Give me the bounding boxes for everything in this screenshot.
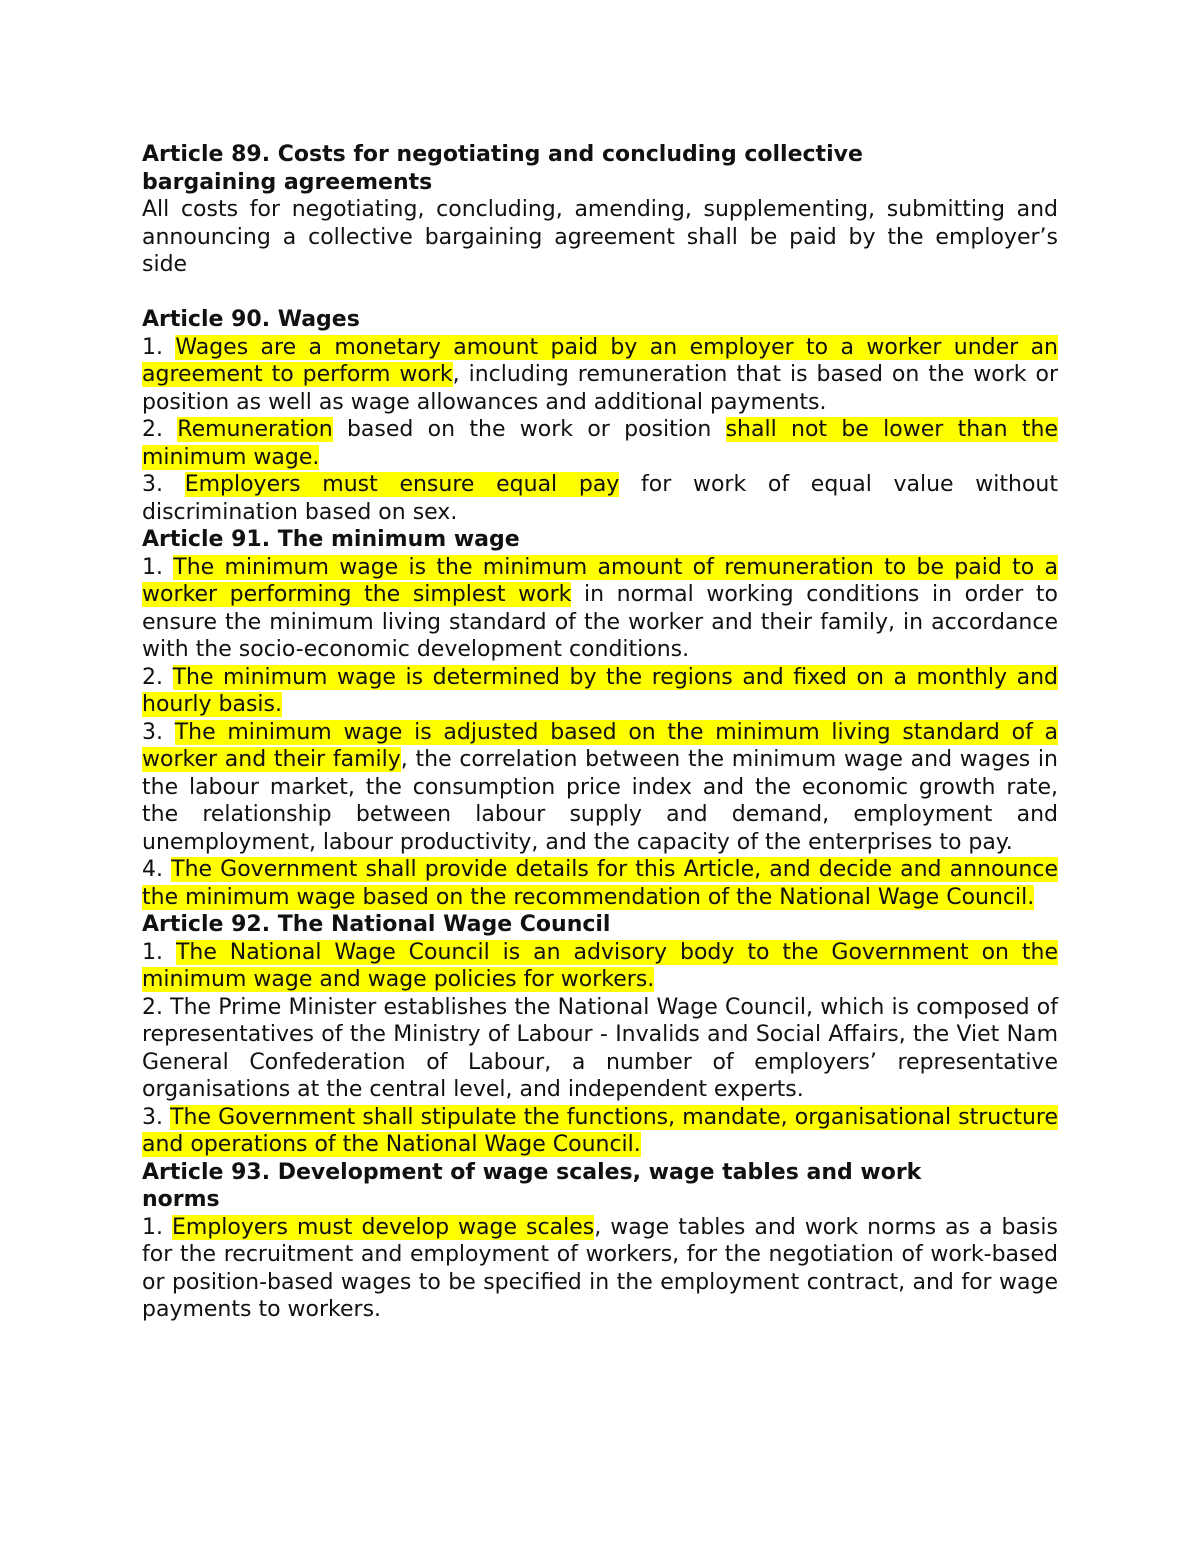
clause-paragraph (142, 554, 1058, 664)
text-segment: 3. (142, 719, 175, 745)
article-heading: Article 93. Development of wage scales, wage tables and work norms (142, 1159, 922, 1212)
highlighted-text: Remuneration (177, 417, 333, 442)
clause-paragraph (142, 334, 1058, 417)
highlighted-text: Employers must develop wage scales (172, 1214, 595, 1240)
text-segment: 2. (142, 417, 178, 442)
article-heading: Article 92. The National Wage Council (142, 912, 611, 937)
highlighted-text: shall not be lower than the minimum wage. (142, 417, 1058, 470)
text-segment: , including remuneration that is based on the work or position as well as wage allowances and additional payments. (142, 362, 1058, 415)
highlighted-text: The minimum wage is the minimum amount of remuneration to be paid to a worker performing the simplest work (142, 554, 1059, 607)
text-segment: 1. (142, 1214, 173, 1240)
text-segment: , the correlation between the minimum wage and wages in the labour market, the consumption price index and the economic growth rate, the relationship between labour supply and demand, employment and unemployment, labour productivity, and the capacity of the enterprises to pay. (142, 747, 1058, 855)
text-segment: 3. (142, 472, 185, 497)
highlighted-text: Wages are a monetary amount paid by an employer to a worker under an agreement to perform work (142, 334, 1059, 387)
article-heading: Article 90. Wages (142, 307, 360, 332)
text-segment: 3. (142, 1104, 171, 1130)
clause-paragraph (142, 1104, 1058, 1159)
text-segment: for work of equal value without discrimination based on sex. (142, 472, 1058, 525)
clause-paragraph (142, 939, 1058, 994)
highlighted-text: The minimum wage is determined by the regions and fixed on a monthly and hourly basis. (142, 664, 1059, 717)
highlighted-text: The National Wage Council is an advisory body to the Government on the minimum wage and wage policies for workers. (142, 939, 1059, 992)
highlighted-text: The Government shall stipulate the functions, mandate, organisational structure and operations of the National Wage Council. (142, 1104, 1058, 1157)
text-segment: All costs for negotiating, concluding, amending, supplementing, submitting and announcing a collective bargaining agreement shall be paid by the employer’s side (142, 197, 1058, 277)
text-segment: 1. (142, 939, 176, 965)
document-page (142, 141, 1058, 1324)
text-segment: 4. (142, 857, 172, 882)
text-segment: 2. The Prime Minister establishes the National Wage Council, which is composed of representatives of the Ministry of Labour - Invalids and Social Affairs, the Viet Nam General Confederation of Labour, a number of employers’ representative organisations at the central level, and independent experts. (142, 994, 1058, 1102)
clause-paragraph (142, 1214, 1058, 1324)
clause-paragraph (142, 416, 1058, 471)
clause-paragraph (142, 719, 1058, 857)
clause-paragraph (142, 196, 1058, 279)
clause-paragraph (142, 994, 1058, 1104)
text-segment: 1. (142, 554, 174, 580)
clause-paragraph (142, 664, 1058, 719)
text-segment: based on the work or position (332, 417, 726, 442)
article-heading: Article 91. The minimum wage (142, 527, 520, 552)
highlighted-text: The minimum wage is adjusted based on the minimum living standard of a worker and their family (142, 719, 1058, 772)
article-heading: Article 89. Costs for negotiating and concluding collective bargaining agreements (142, 142, 863, 195)
text-segment: , wage tables and work norms as a basis for the recruitment and employment of workers, for the negotiation of work-based or position-based wages to be specified in the employment contract, and for wage payments to workers. (142, 1214, 1058, 1322)
text-segment: in normal working conditions in order to ensure the minimum living standard of the worker and their family, in accordance with the socio-economic development conditions. (142, 582, 1058, 662)
highlighted-text: Employers must ensure equal pay (184, 472, 620, 497)
clause-paragraph (142, 471, 1058, 526)
text-segment: 2. (142, 664, 173, 690)
highlighted-text: The Government shall provide details for this Article, and decide and announce the minimum wage based on the recommendation of the National Wage Council. (142, 857, 1058, 910)
blank-line (142, 279, 1058, 307)
clause-paragraph (142, 856, 1058, 911)
text-segment: 1. (142, 334, 176, 360)
